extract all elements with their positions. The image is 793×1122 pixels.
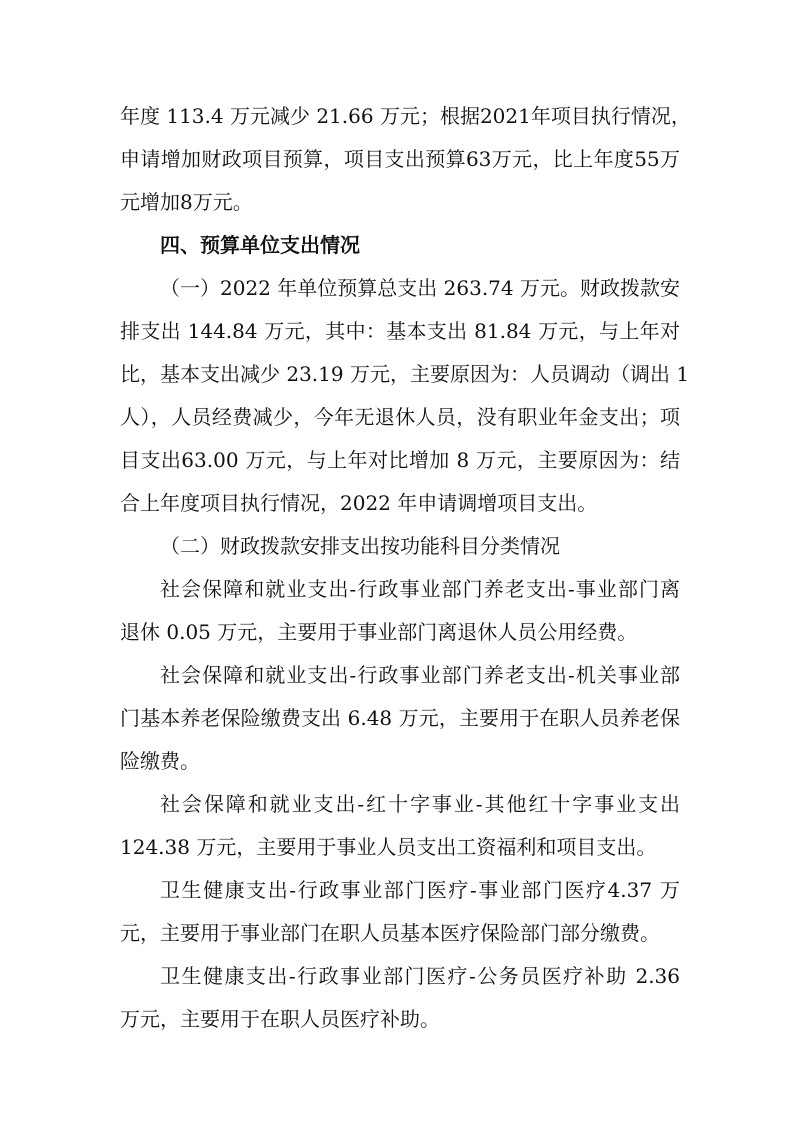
body-line: 124.38 万元，主要用于事业人员支出工资福利和项目支出。 [120, 835, 657, 859]
body-line: 退休 0.05 万元，主要用于事业部门离退休人员公用经费。 [120, 620, 638, 644]
body-line: 社会保障和就业支出-红十字事业-其他红十字事业支出 [160, 792, 680, 816]
body-line: 排支出 144.84 万元，其中：基本支出 81.84 万元，与上年对 [120, 319, 680, 343]
body-line: 目支出63.00 万元，与上年对比增加 8 万元，主要原因为：结 [120, 448, 680, 472]
body-line: 人），人员经费减少，今年无退休人员，没有职业年金支出；项 [120, 405, 680, 429]
body-line: 元增加8万元。 [120, 190, 253, 214]
body-line: 险缴费。 [120, 749, 200, 773]
body-line: 合上年度项目执行情况，2022 年申请调增项目支出。 [120, 491, 598, 515]
subsection-heading: （二）财政拨款安排支出按功能科目分类情况 [160, 534, 560, 558]
body-line: 万元，主要用于在职人员医疗补助。 [120, 1007, 440, 1031]
body-line: 社会保障和就业支出-行政事业部门养老支出-机关事业部 [160, 663, 680, 687]
body-line: 元，主要用于事业部门在职人员基本医疗保险部门部分缴费。 [120, 921, 660, 945]
body-line: 卫生健康支出-行政事业部门医疗-公务员医疗补助 2.36 [160, 964, 680, 988]
section-heading: 四、预算单位支出情况 [160, 233, 360, 257]
body-line: 比，基本支出减少 23.19 万元，主要原因为：人员调动（调出 1 [120, 362, 690, 386]
body-line: 卫生健康支出-行政事业部门医疗-事业部门医疗4.37 万 [160, 878, 680, 902]
body-line: 门基本养老保险缴费支出 6.48 万元，主要用于在职人员养老保 [120, 706, 680, 730]
body-line: 社会保障和就业支出-行政事业部门养老支出-事业部门离 [160, 577, 680, 601]
body-line: 年度 113.4 万元减少 21.66 万元；根据2021年项目执行情况， [120, 104, 691, 128]
body-line: （一）2022 年单位预算总支出 263.74 万元。财政拨款安 [160, 276, 680, 300]
body-line: 申请增加财政项目预算，项目支出预算63万元，比上年度55万 [120, 147, 680, 171]
